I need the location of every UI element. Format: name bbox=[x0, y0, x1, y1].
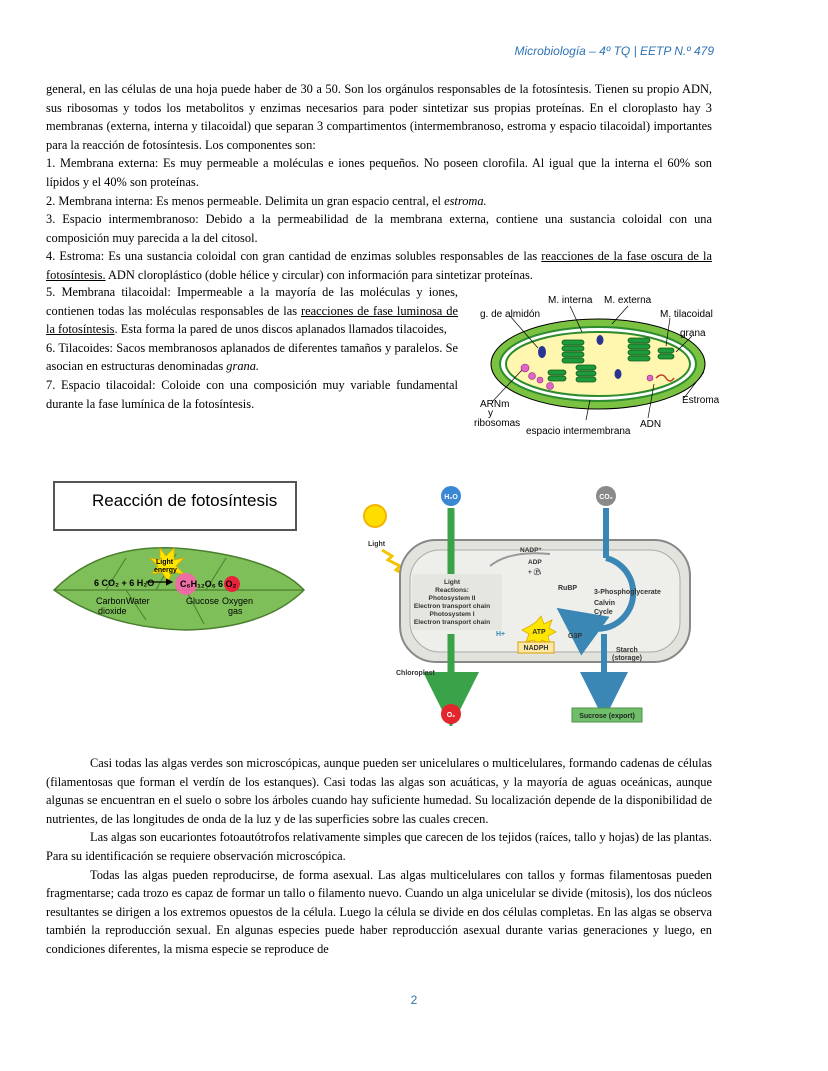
starch-label: Starch bbox=[616, 647, 638, 654]
eq-reactants: 6 CO₂ + 6 H₂O bbox=[94, 578, 155, 588]
label-almidon: g. de almidón bbox=[480, 309, 541, 320]
label-ribosomas: ribosomas bbox=[474, 418, 521, 429]
label-grana: grana bbox=[680, 328, 706, 339]
label-y: y bbox=[488, 408, 493, 419]
item-membrana-tilacoidal: 5. Membrana tilacoidal: Impermeable a la mayoría de las moléculas y iones, contienen todas las moléculas responsables de las reacciones de fase luminosa de la fotosíntesis. Esta forma la pared de unos discos aplanados llamados tilacoides, bbox=[46, 285, 458, 337]
eq-light-2: energy bbox=[154, 567, 177, 574]
body-paragraph-2: Las algas son eucariontes fotoautótrofos relativamente simples que carecen de los tejidos (raíces, tallo y hojas) de las plantas. Para su identificación se requiere observación microscópica. bbox=[46, 830, 712, 863]
lbl-carbon-1: Carbon bbox=[96, 596, 126, 606]
item-estroma: 4. Estroma: Es una sustancia coloidal con gran cantidad de enzimas solubles responsables de las reacciones de la fase oscura de la fotosíntesis. ADN cloroplástico (doble hélice y circular) con información para sintetizar proteínas. bbox=[46, 249, 712, 282]
page-number: 2 bbox=[410, 993, 418, 1007]
running-header: Microbiología – 4º TQ | EETP N.º 479 bbox=[514, 44, 714, 58]
eq-light-1: Light bbox=[156, 559, 174, 566]
co2-label: CO₂ bbox=[599, 494, 613, 501]
lbl-carbon-2: dioxide bbox=[98, 606, 127, 616]
item-espacio-intermembranoso: 3. Espacio intermembranoso: Debido a la permeabilidad de la membrana externa, contiene una sustancia coloidal con una composición muy parecida a la del citosol. bbox=[46, 212, 712, 245]
reaction-title: Reacción de fotosíntesis bbox=[92, 491, 278, 510]
lbl-water: Water bbox=[126, 596, 150, 606]
eq-glucose: C₆H₁₂O₆ bbox=[180, 579, 216, 589]
intro-section bbox=[46, 80, 712, 285]
nadph-label: NADPH bbox=[523, 645, 549, 652]
lbl-oxygen-2: gas bbox=[228, 606, 243, 616]
pi-label: + Ⓟᵢ bbox=[528, 569, 542, 576]
light-label: Light bbox=[368, 541, 386, 548]
item-membrana-externa: 1. Membrana externa: Es muy permeable a moléculas e iones pequeños. No poseen clorofila. Al igual que la interna el 60% son lípidos y el 40% son proteínas. bbox=[46, 156, 712, 189]
label-arnm: ARNm bbox=[480, 399, 510, 410]
storage-label: (storage) bbox=[612, 655, 642, 662]
lr-1: Reactions: bbox=[435, 587, 469, 594]
sun-icon bbox=[364, 505, 386, 527]
label-espacio: espacio intermembrana bbox=[526, 426, 631, 437]
body-section bbox=[46, 754, 712, 959]
lr-4: Photosystem I bbox=[429, 611, 475, 618]
chloroplast-label: Chloroplast bbox=[396, 670, 435, 677]
body-paragraph-1: Casi todas las algas verdes son microscópicas, aunque pueden ser unicelulares o multicelulares, formando cadenas de células (filamentosas que forman el verdín de los estanques). Casi todas las algas son acuáticas, y la mayoría de aguas oceánicas, aunque algunas se encuentran en el suelo o sobre los árboles cuando hay suficiente humedad. Su localización depende de la disponibilidad de nutrientes, de las longitudes de onda de la luz y de las superficies sobre las cuales crecen. bbox=[46, 756, 712, 826]
lr-2: Photosystem II bbox=[428, 595, 476, 602]
eq-oxygen: 6 O₂ bbox=[218, 579, 237, 589]
sucrose-label: Sucrose (export) bbox=[579, 713, 635, 720]
cycle-label: Cycle bbox=[594, 609, 613, 616]
adp-label: ADP bbox=[528, 559, 542, 566]
atp-label: ATP bbox=[532, 629, 546, 636]
lbl-glucose: Glucose bbox=[186, 596, 220, 606]
item-tilacoides: 6. Tilacoides: Sacos membranosos aplanados de diferentes tamaños y paralelos. Se asocian en estructuras denominadas grana. bbox=[46, 340, 458, 374]
label-m-tilacoidal: M. tilacoidal bbox=[660, 309, 713, 320]
label-adn: ADN bbox=[640, 419, 662, 430]
label-m-interna: M. interna bbox=[548, 295, 593, 306]
lr-0: Light bbox=[443, 579, 461, 586]
body-paragraph-3: Todas las algas pueden reproducirse, de forma asexual. Las algas multicelulares con tallos y formas filamentosas pueden fragmentarse; cada trozo es capaz de formar un tallo o filamento nuevo. Cuando un alga unicelular se divide (mitosis), los dos núcleos resultantes se dirigen a los extremos opuestos de la célula. Luego la célula se divide en dos células completas. En las algas se observa también la reproducción sexual. En algunas especies puede haber reproducción asexual durante varias generaciones y luego, en condiciones diferentes, la misma especie se reproduce de bbox=[46, 867, 712, 956]
h2o-label: H₂O bbox=[444, 494, 458, 501]
lbl-oxygen-1: Oxygen bbox=[222, 596, 254, 606]
nadp-label: NADP⁺ bbox=[520, 547, 542, 554]
lr-3: Electron transport chain bbox=[413, 603, 491, 610]
g3p-label: G3P bbox=[568, 633, 583, 640]
lr-5: Electron transport chain bbox=[413, 619, 491, 626]
items-column bbox=[46, 283, 458, 413]
rubp-label: RuBP bbox=[558, 585, 578, 592]
pg-label: 3-Phosphoglycerate bbox=[594, 589, 661, 596]
label-estroma: Estroma bbox=[682, 395, 720, 406]
calvin-label: Calvin bbox=[594, 600, 616, 607]
hplus-label: H+ bbox=[496, 631, 506, 638]
light-calvin-figure bbox=[360, 484, 700, 726]
o2-label: O₂ bbox=[446, 712, 456, 719]
intro-paragraph: general, en las células de una hoja puede haber de 30 a 50. Son los orgánulos responsables de la fotosíntesis. Tienen su propio ADN, sus ribosomas y todos los metabolitos y enzimas necesarios para poder sintetizar sus propias proteínas. En el cloroplasto hay 3 membranas (externa, interna y tilacoidal) que separan 3 compartimentos (intermembranoso, estroma y espacio tilacoidal) importantes para la reacción de fotosíntesis. Los componentes son: bbox=[46, 82, 712, 152]
label-m-externa: M. externa bbox=[604, 295, 652, 306]
item-membrana-interna: 2. Membrana interna: Es menos permeable. Delimita un gran espacio central, el estroma. bbox=[46, 193, 487, 208]
chloroplast-diagram bbox=[470, 290, 728, 440]
item-espacio-tilacoidal: 7. Espacio tilacoidal: Coloide con una composición muy variable fundamental durante la fase lumínica de la fotosíntesis. bbox=[46, 377, 458, 411]
photosynthesis-reaction-figure bbox=[46, 478, 306, 643]
